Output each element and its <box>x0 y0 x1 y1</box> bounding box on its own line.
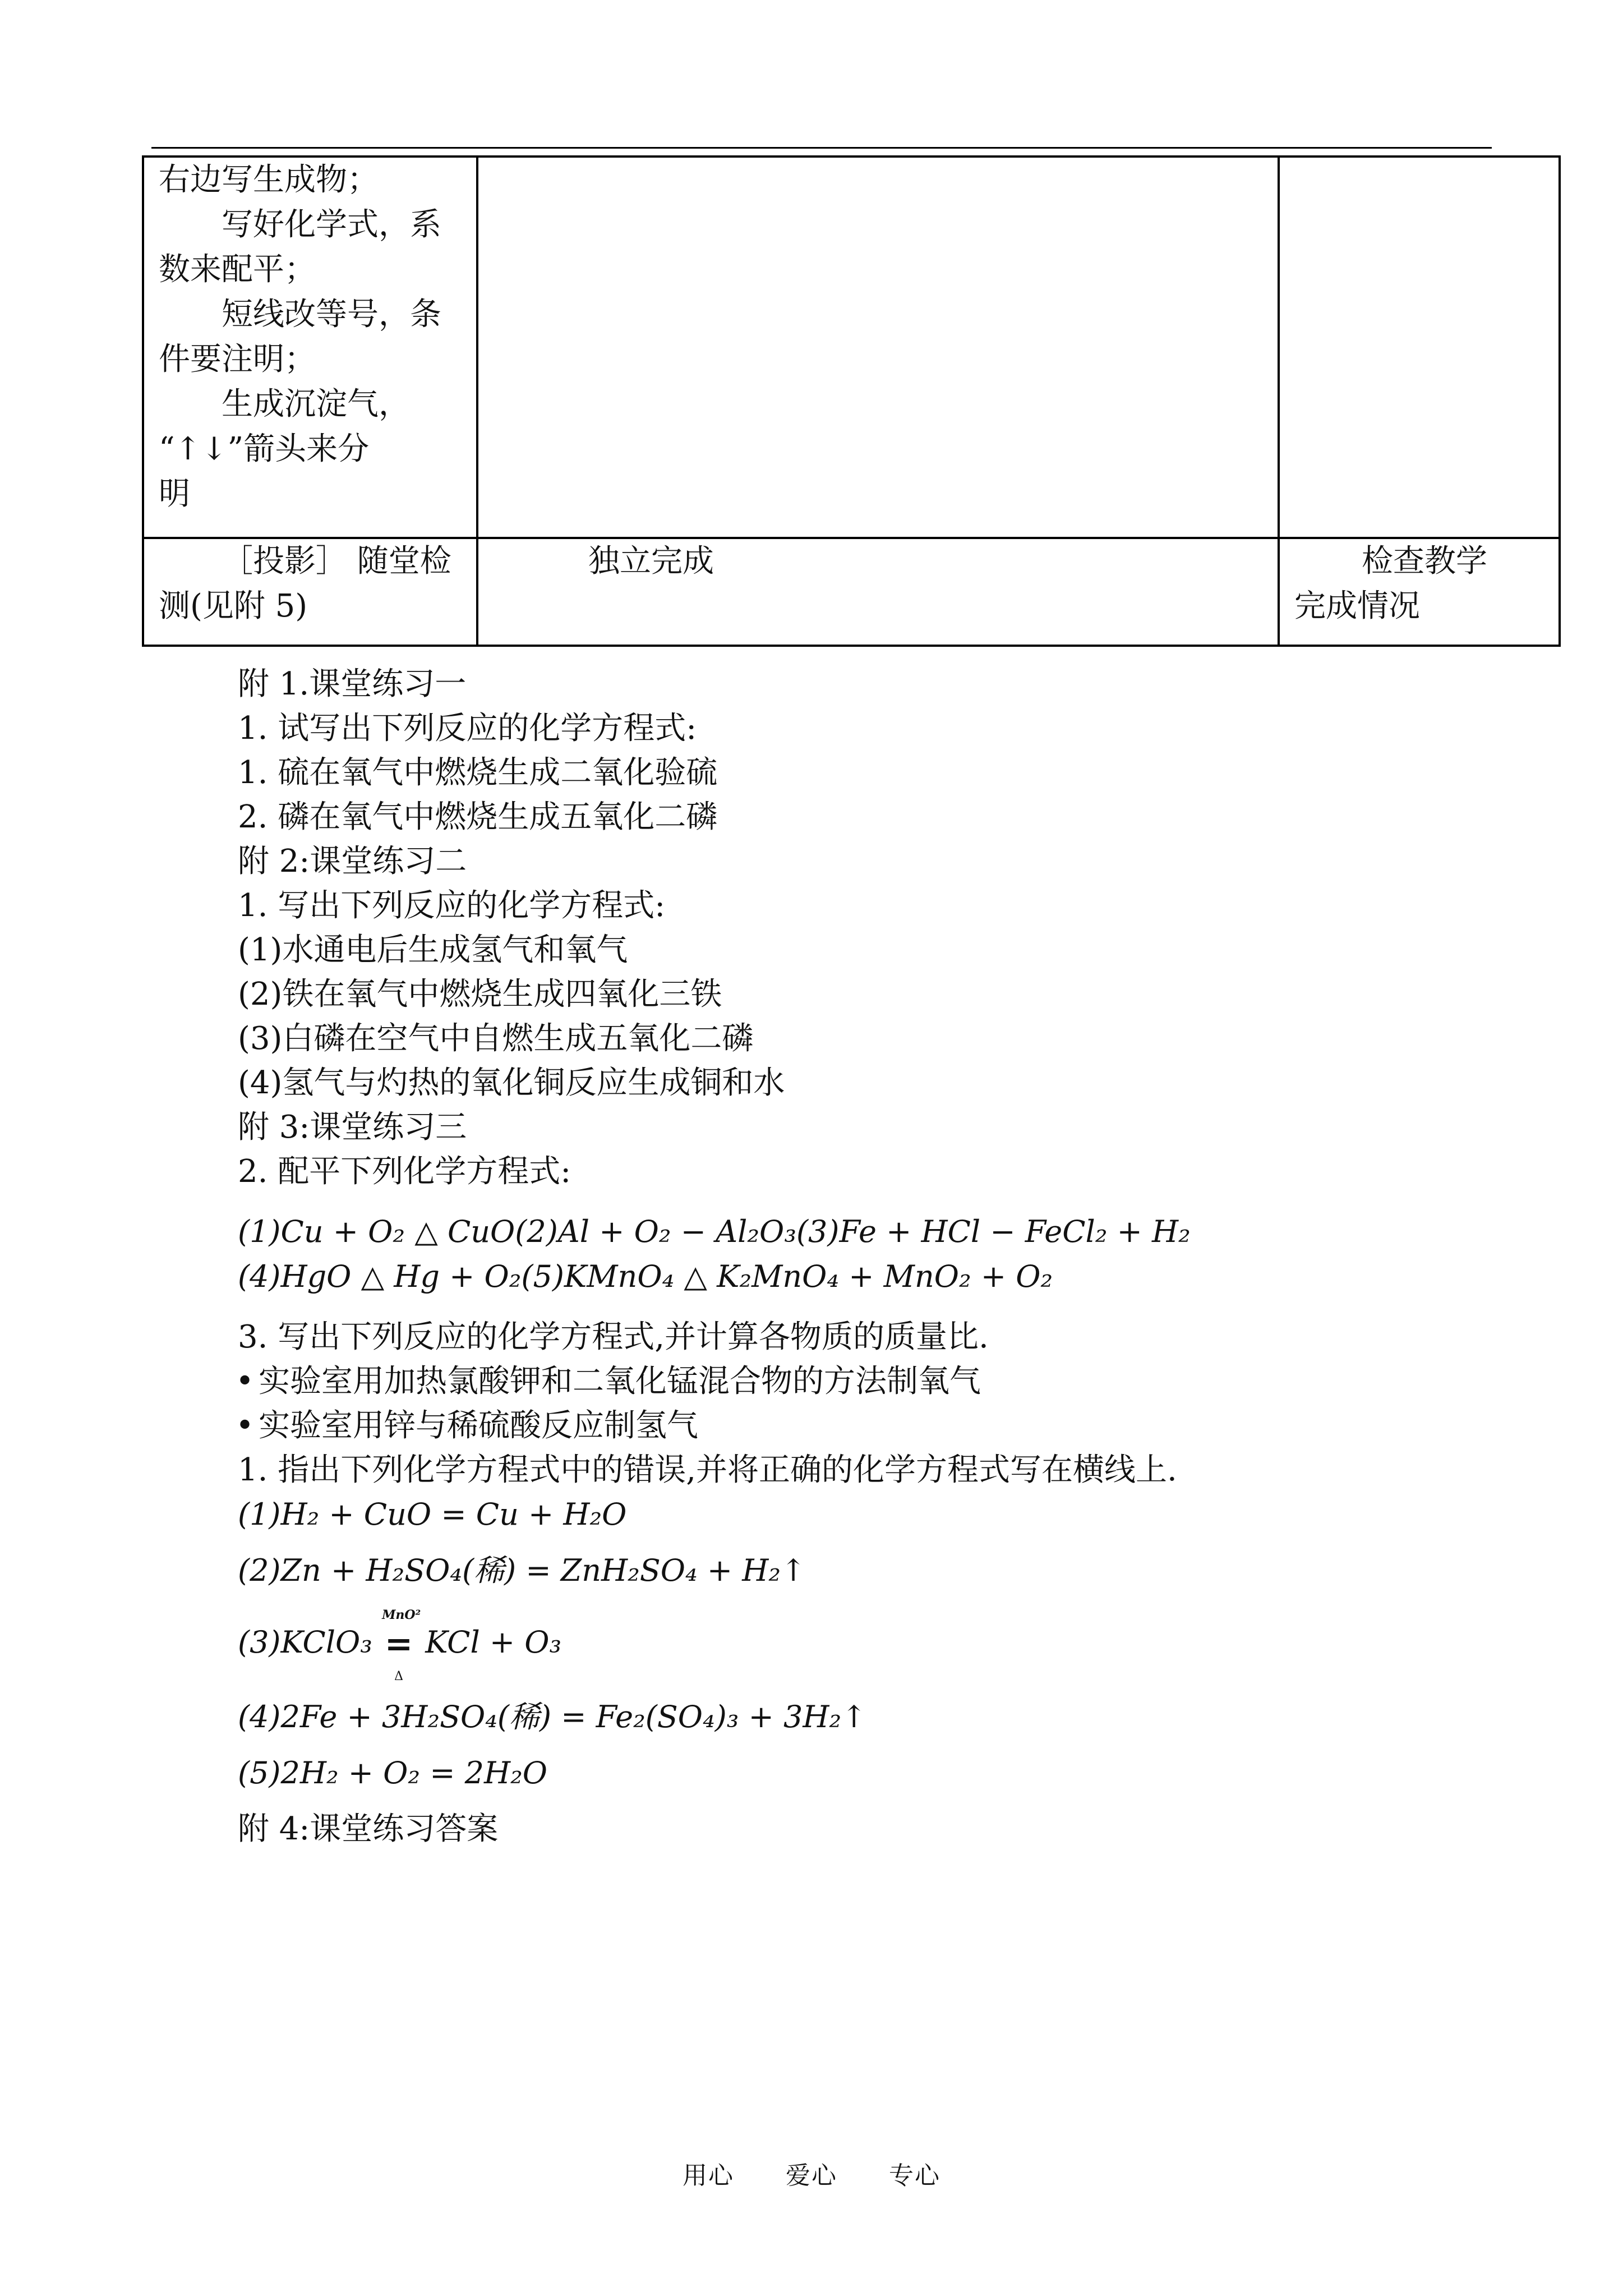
question: 1. 试写出下列反应的化学方程式: <box>238 710 697 747</box>
heat-label: Δ <box>394 1669 403 1683</box>
question-item: (2)铁在氧气中燃烧生成四氧化三铁 <box>238 976 722 1013</box>
cell-line: ［投影］ 随堂检 <box>222 543 451 579</box>
question-item: (4)氢气与灼热的氧化铜反应生成铜和水 <box>238 1065 785 1101</box>
cell-line: 生成沉淀气， <box>222 386 410 422</box>
equation-right: KCl + O₃ <box>425 1625 562 1660</box>
question-item: 1. 硫在氧气中燃烧生成二氧化验硫 <box>238 754 718 791</box>
question: 3. 写出下列反应的化学方程式,并计算各物质的质量比. <box>238 1319 989 1355</box>
page-footer <box>0 2155 1623 2191</box>
cell-line: 数来配平； <box>159 251 316 288</box>
question-item: 2. 磷在氧气中燃烧生成五氧化二磷 <box>238 799 718 835</box>
cell-line: 测(见附 5) <box>159 588 308 624</box>
table-cell-activity <box>477 538 1279 646</box>
question-item: (1)水通电后生成氢气和氧气 <box>238 932 628 968</box>
catalyst-label: MnO² <box>382 1608 421 1622</box>
table-cell-purpose <box>1279 538 1560 646</box>
cell-line: 写好化学式，系 <box>222 206 441 243</box>
table-row <box>143 157 1560 538</box>
equation-error-4: (4)2Fe + 3H₂SO₄(稀) = Fe₂(SO₄)₃ + 3H₂↑ <box>238 1699 867 1734</box>
appendix-1-title: 附 1.课堂练习一 <box>238 666 467 702</box>
cell-line: 件要注明； <box>159 341 316 378</box>
appendix-4-title: 附 4:课堂练习答案 <box>238 1811 499 1847</box>
equals-sign: = <box>384 1625 413 1664</box>
question-item: (3)白磷在空气中自燃生成五氧化二磷 <box>238 1020 754 1057</box>
cell-line: 明 <box>159 476 190 512</box>
lesson-table <box>142 155 1561 647</box>
question: 1. 指出下列化学方程式中的错误,并将正确的化学方程式写在横线上. <box>238 1452 1177 1488</box>
cell-line: 右边写生成物； <box>159 162 379 198</box>
appendix-2-title: 附 2:课堂练习二 <box>238 843 467 880</box>
footer-text: 用心 <box>683 2161 734 2190</box>
header-rule <box>151 147 1492 149</box>
equation-error-5: (5)2H₂ + O₂ = 2H₂O <box>238 1755 548 1791</box>
equation-error-1: (1)H₂ + CuO = Cu + H₂O <box>238 1497 627 1532</box>
question: 2. 配平下列化学方程式: <box>238 1153 571 1190</box>
table-cell-empty <box>477 157 1279 538</box>
table-cell-steps <box>143 157 477 538</box>
cell-line: 短线改等号，条 <box>222 296 441 333</box>
cell-line: “↑↓”箭头来分 <box>159 431 370 467</box>
bullet-item: • 实验室用加热氯酸钾和二氧化锰混合物的方法制氧气 <box>238 1359 1528 1404</box>
table-cell-projection <box>143 538 477 646</box>
cell-line: 完成情况 <box>1294 588 1420 624</box>
equation-row: (1)Cu + O₂ △ CuO(2)Al + O₂ − Al₂O₃(3)Fe + HCl − FeCl₂ + H₂ <box>238 1214 1191 1249</box>
equation-left: (3)KClO₃ <box>238 1625 372 1660</box>
catalyst-sign <box>382 1608 421 1683</box>
bullet-item: • 实验室用锌与稀硫酸反应制氢气 <box>238 1404 1528 1448</box>
question: 1. 写出下列反应的化学方程式: <box>238 887 666 924</box>
cell-line: 独立完成 <box>588 543 714 579</box>
footer-text: 专心 <box>889 2161 940 2190</box>
exercise-body <box>238 662 1528 1851</box>
equation-row: (4)HgO △ Hg + O₂(5)KMnO₄ △ K₂MnO₄ + MnO₂ + O₂ <box>238 1259 1053 1294</box>
footer-text: 爱心 <box>786 2161 837 2190</box>
table-row <box>143 538 1560 646</box>
equation-error-3 <box>238 1608 1528 1683</box>
table-cell-empty <box>1279 157 1560 538</box>
equation-error-2: (2)Zn + H₂SO₄(稀) = ZnH₂SO₄ + H₂↑ <box>238 1553 806 1588</box>
appendix-3-title: 附 3:课堂练习三 <box>238 1109 467 1145</box>
cell-line: 检查教学 <box>1362 543 1487 579</box>
